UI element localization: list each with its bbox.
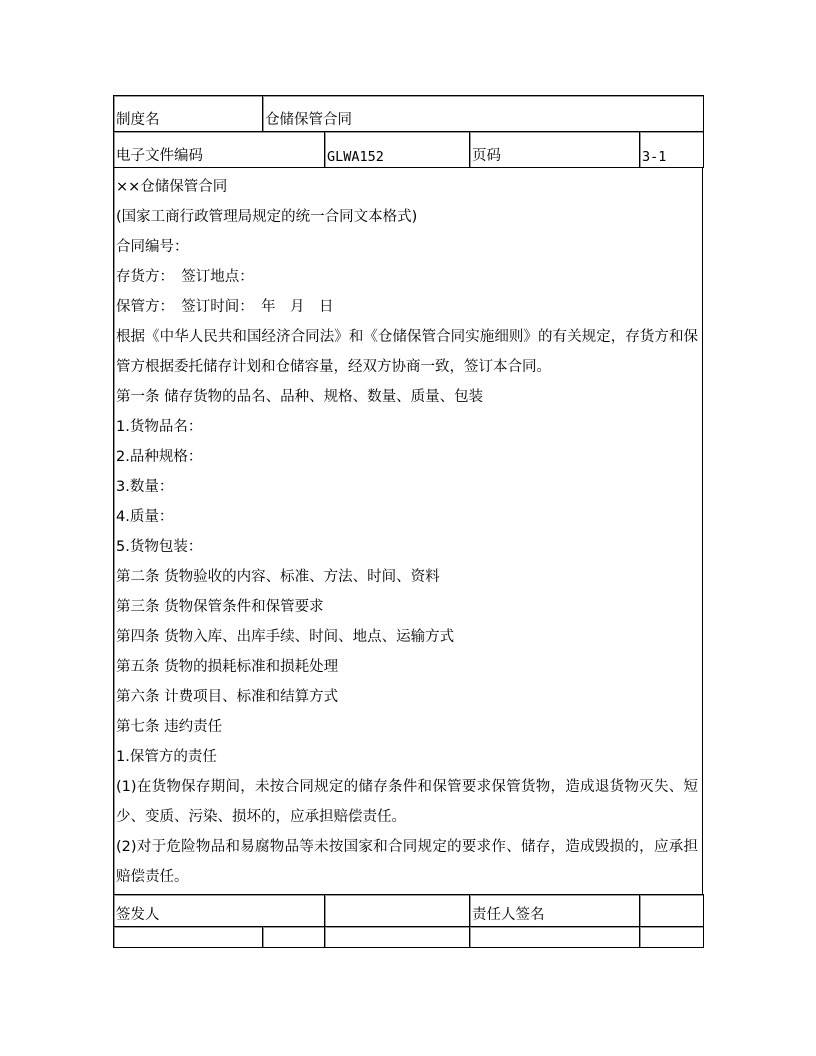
signature-table xyxy=(113,894,704,948)
issuer-value xyxy=(325,895,470,927)
system-name-label: 制度名 xyxy=(114,96,263,132)
article-1-item-4: 4.质量： xyxy=(116,509,174,525)
page-label: 页码 xyxy=(470,132,640,168)
empty-cell xyxy=(640,927,704,948)
contract-title: ××仓储保管合同 xyxy=(116,179,228,195)
article-7-heading: 第七条 违约责任 xyxy=(116,719,223,735)
depositor-line: 存货方： 签订地点： xyxy=(116,269,254,285)
article-1-item-3: 3.数量： xyxy=(116,479,174,495)
article-1-item-5: 5.货物包装： xyxy=(116,539,203,555)
article-4-heading: 第四条 货物入库、出库手续、时间、地点、运输方式 xyxy=(116,629,455,645)
signature-row xyxy=(114,895,704,927)
empty-bottom-row xyxy=(114,927,704,948)
header-row-system-name xyxy=(114,96,704,132)
issuer-label: 签发人 xyxy=(114,895,325,927)
article-1-heading: 第一条 储存货物的品名、品种、规格、数量、质量、包装 xyxy=(116,389,484,405)
empty-cell xyxy=(325,927,470,948)
article-7-clause-2: (2)对于危险物品和易腐物品等未按国家和合同规定的要求作、储存，造成毁损的，应承担赔偿责任。 xyxy=(116,839,698,885)
article-5-heading: 第五条 货物的损耗标准和损耗处理 xyxy=(116,659,339,675)
empty-cell xyxy=(263,927,325,948)
contract-number-line: 合同编号： xyxy=(116,239,189,255)
contract-subtitle: (国家工商行政管理局规定的统一合同文本格式) xyxy=(116,209,418,225)
header-table xyxy=(113,95,704,168)
preamble-paragraph: 根据《中华人民共和国经济合同法》和《仓储保管合同实施细则》的有关规定，存货方和保管方根据委托储存计划和仓储容量，经双方协商一致，签订本合同。 xyxy=(116,329,698,375)
file-code-label: 电子文件编码 xyxy=(114,132,325,168)
article-1-item-2: 2.品种规格： xyxy=(116,449,203,465)
contract-form xyxy=(113,95,703,948)
header-row-file-code xyxy=(114,132,704,168)
empty-cell xyxy=(470,927,640,948)
file-code-value: GLWA152 xyxy=(325,132,470,168)
responsible-value xyxy=(640,895,704,927)
article-6-heading: 第六条 计费项目、标准和结算方式 xyxy=(116,689,339,705)
system-name-value: 仓储保管合同 xyxy=(263,96,704,132)
article-3-heading: 第三条 货物保管条件和保管要求 xyxy=(116,599,324,615)
empty-cell xyxy=(114,927,263,948)
article-2-heading: 第二条 货物验收的内容、标准、方法、时间、资料 xyxy=(116,569,440,585)
article-7-clause-1: (1)在货物保存期间，未按合同规定的储存条件和保管要求保管货物，造成退货物灭失、短少、变质、污染、损坏的，应承担赔偿责任。 xyxy=(116,779,698,825)
article-7-item-1: 1.保管方的责任 xyxy=(116,749,217,765)
custodian-line: 保管方： 签订时间： 年 月 日 xyxy=(116,299,334,315)
article-1-item-1: 1.货物品名： xyxy=(116,419,203,435)
contract-body xyxy=(113,168,703,894)
page-value: 3-1 xyxy=(640,132,704,168)
responsible-label: 责任人签名 xyxy=(470,895,640,927)
